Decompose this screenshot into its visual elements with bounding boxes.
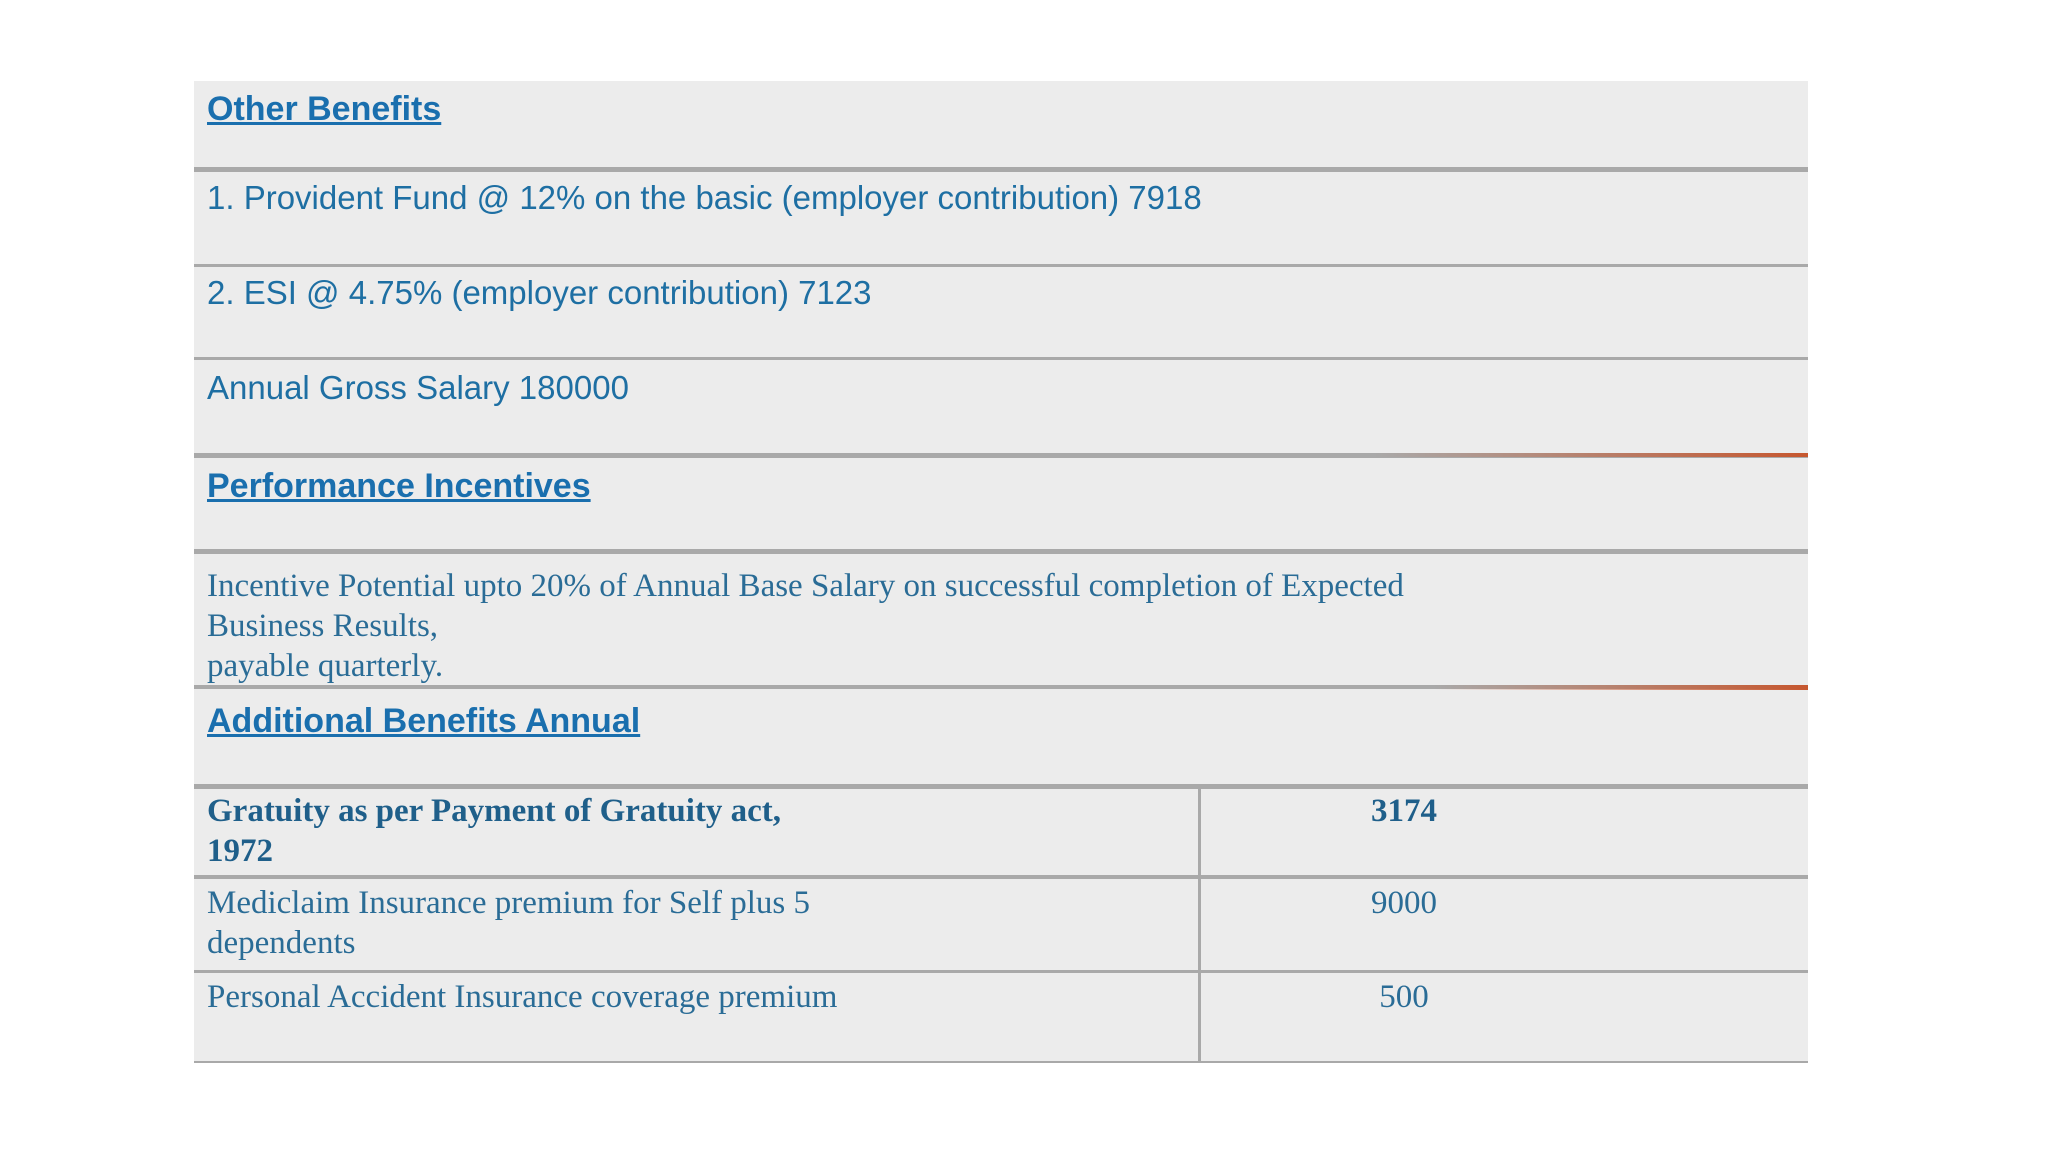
accent-rule (1374, 453, 1808, 457)
esi-row (194, 267, 1808, 357)
performance-incentives-heading: Performance Incentives (207, 467, 591, 505)
label-line: Mediclaim Insurance premium for Self plus 5 (207, 885, 811, 921)
label-line: 1972 (207, 833, 273, 869)
benefits-document (194, 81, 1808, 1063)
other-benefits-heading: Other Benefits (207, 90, 442, 128)
table-cell-value: 9000 (1371, 885, 1437, 921)
label-line: Gratuity as per Payment of Gratuity act, (207, 793, 782, 829)
label-line: dependents (207, 925, 356, 961)
table-cell-value: 500 (1379, 979, 1429, 1015)
provident-fund-row (194, 172, 1808, 264)
annual-gross-salary-text: Annual Gross Salary 180000 (207, 369, 629, 406)
incentive-line: Incentive Potential upto 20% of Annual Base Salary on successful completion of Expected (207, 568, 1404, 604)
performance-incentives-header-row (194, 458, 1808, 549)
incentive-potential-text (207, 566, 1404, 686)
esi-text: 2. ESI @ 4.75% (employer contribution) 7123 (207, 274, 872, 311)
incentive-potential-row (194, 554, 1808, 684)
table-cell-label (207, 883, 987, 963)
table-cell-label (207, 791, 987, 871)
table-row-gratuity (194, 789, 1808, 875)
table-row-mediclaim (194, 879, 1808, 970)
table-cell-label (207, 977, 987, 1017)
annual-gross-salary-row (194, 360, 1808, 453)
provident-fund-text: 1. Provident Fund @ 12% on the basic (employer contribution) 7918 (207, 179, 1202, 216)
incentive-line: payable quarterly. (207, 648, 444, 684)
table-cell-value: 3174 (1371, 793, 1437, 829)
table-row-personal-accident (194, 973, 1808, 1063)
additional-benefits-heading: Additional Benefits Annual (207, 702, 641, 740)
other-benefits-header-row (194, 81, 1808, 170)
label-line: Personal Accident Insurance coverage premium (207, 979, 838, 1015)
incentive-line: Business Results, (207, 608, 439, 644)
table-bottom-border (194, 1061, 1808, 1063)
